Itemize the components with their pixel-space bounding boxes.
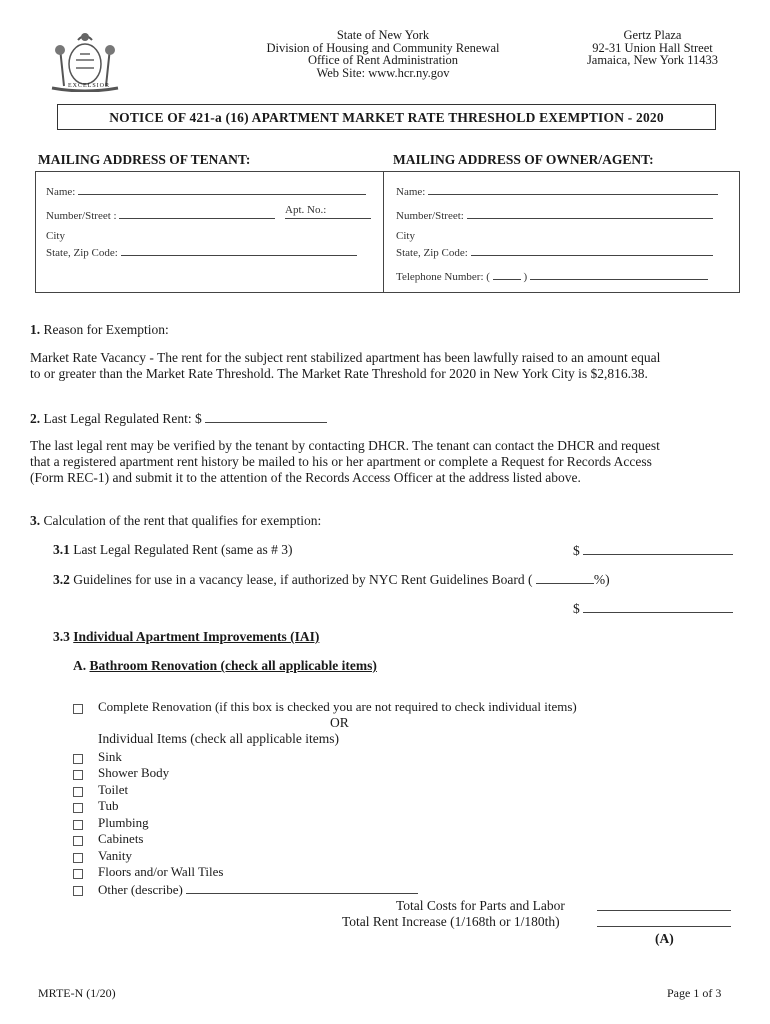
office-address: [565, 29, 740, 67]
owner-heading: MAILING ADDRESS OF OWNER/AGENT:: [393, 152, 654, 167]
phone-close-paren: ): [523, 271, 528, 283]
owner-city-label: City: [396, 230, 415, 242]
office-line: 92-31 Union Hall Street: [592, 40, 713, 55]
shower-body-checkbox[interactable]: [73, 770, 83, 780]
tenant-name-field[interactable]: [46, 182, 366, 198]
section1-line: Market Rate Vacancy - The rent for the subject rent stabilized apartment has been lawfully raised to an amount equal: [30, 350, 661, 365]
agency-line: State of New York: [336, 28, 430, 42]
item-label: Shower Body: [98, 765, 170, 780]
item-label: Tub: [98, 798, 119, 813]
item-row-sink[interactable]: [73, 749, 122, 766]
owner-statezip-line[interactable]: [471, 243, 713, 256]
phone-area-line[interactable]: [493, 267, 521, 280]
complete-renovation-checkbox[interactable]: [73, 704, 83, 714]
total-rent-label: Total Rent Increase (1/168th or 1/180th): [342, 914, 560, 929]
section3-title: Calculation of the rent that qualifies for exemption:: [43, 513, 322, 528]
item-3-2-line[interactable]: [583, 600, 733, 613]
owner-phone-field[interactable]: [396, 267, 708, 283]
part-a-heading: [73, 658, 377, 674]
phone-number-line[interactable]: [530, 267, 708, 280]
complete-renovation-label: Complete Renovation (if this box is checked you are not required to check individual items): [98, 699, 577, 714]
total-marker: (A): [655, 931, 674, 946]
item-row-other[interactable]: [73, 882, 183, 898]
form-code: MRTE-N (1/20): [38, 986, 116, 1000]
section2-line: (Form REC-1) and submit it to the attention of the Records Access Officer at the address listed above.: [30, 470, 581, 485]
owner-statezip-label: State, Zip Code:: [396, 247, 468, 259]
dollar-sign: $: [573, 543, 580, 558]
tenant-name-line[interactable]: [78, 182, 366, 195]
section3-number: 3.: [30, 513, 41, 528]
item-3-3: [53, 629, 319, 645]
toilet-checkbox[interactable]: [73, 787, 83, 797]
item-3-2-number: 3.2: [53, 572, 70, 587]
tenant-statezip-label: State, Zip Code:: [46, 247, 118, 259]
item-3-3-number: 3.3: [53, 629, 70, 644]
office-line: Jamaica, New York 11433: [586, 53, 719, 67]
total-rent-line[interactable]: [597, 914, 731, 927]
section1-text: [30, 350, 750, 382]
tenant-apt-line[interactable]: [285, 206, 371, 219]
tenant-street-field[interactable]: [46, 206, 275, 222]
individual-items-label: Individual Items (check all applicable items): [98, 731, 340, 746]
item-label: Vanity: [98, 848, 132, 863]
item-label: Other (describe): [98, 882, 183, 897]
agency-website: Web Site: www.hcr.ny.gov: [316, 65, 450, 80]
agency-line: Office of Rent Administration: [307, 53, 459, 67]
owner-street-label: Number/Street:: [396, 210, 464, 222]
item-label: Plumbing: [98, 815, 149, 830]
item-label: Toilet: [98, 782, 129, 797]
section2-line: The last legal rent may be verified by the tenant by contacting DHCR. The tenant can contact the DHCR and request: [30, 438, 660, 453]
guidelines-percent-line[interactable]: [536, 571, 594, 584]
page-number: Page 1 of 3: [667, 986, 722, 1000]
item-label: Cabinets: [98, 831, 144, 846]
item-row-tub[interactable]: [73, 798, 119, 815]
item-row-plumbing[interactable]: [73, 815, 149, 832]
section2-text: [30, 438, 760, 486]
part-a-letter: A.: [73, 658, 87, 673]
tenant-street-line[interactable]: [119, 206, 275, 219]
seal-motto: EXCELSIOR: [68, 83, 110, 89]
part-a-label: Bathroom Renovation (check all applicable items): [89, 658, 377, 673]
tenant-city-label: City: [46, 230, 65, 242]
owner-name-line[interactable]: [428, 182, 718, 195]
item-label: Sink: [98, 749, 122, 764]
section1-title: Reason for Exemption:: [43, 322, 169, 337]
tenant-name-label: Name:: [46, 186, 76, 198]
item-row-toilet[interactable]: [73, 782, 129, 799]
owner-street-line[interactable]: [467, 206, 713, 219]
tenant-statezip-field[interactable]: [46, 243, 357, 259]
form-title: NOTICE OF 421-a (16) APARTMENT MARKET RATE THRESHOLD EXEMPTION - 2020: [57, 104, 716, 130]
owner-statezip-field[interactable]: [396, 243, 713, 259]
floors-tiles-checkbox[interactable]: [73, 869, 83, 879]
tenant-heading: MAILING ADDRESS OF TENANT:: [38, 152, 251, 167]
item-3-2-label: Guidelines for use in a vacancy lease, if authorized by NYC Rent Guidelines Board (: [73, 572, 533, 587]
sink-checkbox[interactable]: [73, 754, 83, 764]
item-row-shower-body[interactable]: [73, 765, 170, 782]
section2-field[interactable]: [30, 410, 327, 427]
office-line: Gertz Plaza: [623, 28, 682, 42]
item-3-3-label: Individual Apartment Improvements (IAI): [73, 629, 320, 644]
section2-line: that a registered apartment rent history be mailed to his or her apartment or complete a Request for Records Access: [30, 454, 652, 469]
section1-heading: [30, 322, 169, 338]
section2-label: Last Legal Regulated Rent: $: [43, 411, 202, 426]
complete-renovation-row[interactable]: [73, 699, 577, 716]
item-row-floors-tiles[interactable]: [73, 864, 224, 881]
item-3-1: [53, 542, 293, 558]
vanity-checkbox[interactable]: [73, 853, 83, 863]
other-describe-line[interactable]: [186, 881, 418, 894]
item-3-1-number: 3.1: [53, 542, 70, 557]
cabinets-checkbox[interactable]: [73, 836, 83, 846]
item-row-cabinets[interactable]: [73, 831, 144, 848]
total-costs-label: Total Costs for Parts and Labor: [396, 898, 565, 913]
item-row-vanity[interactable]: [73, 848, 132, 865]
tub-checkbox[interactable]: [73, 803, 83, 813]
nys-seal: [40, 28, 130, 92]
tenant-apt-label: Apt. No.:: [285, 204, 327, 216]
owner-name-label: Name:: [396, 186, 426, 198]
section1-number: 1.: [30, 322, 41, 337]
agency-line: Division of Housing and Community Renewal: [266, 40, 500, 55]
item-3-1-label: Last Legal Regulated Rent (same as # 3): [73, 542, 293, 557]
section2-number: 2.: [30, 411, 41, 426]
tenant-statezip-line[interactable]: [121, 243, 357, 256]
dollar-sign: $: [573, 601, 580, 616]
item-3-1-amount[interactable]: [573, 542, 733, 559]
owner-phone-label: Telephone Number:: [396, 271, 484, 283]
section1-line: to or greater than the Market Rate Threshold. The Market Rate Threshold for 2020 in New York City is $2,816.38.: [30, 366, 648, 381]
other-checkbox[interactable]: [73, 886, 83, 896]
item-3-2-pct: %): [593, 572, 610, 587]
item-3-2-amount[interactable]: [573, 600, 733, 617]
last-legal-rent-line[interactable]: [205, 410, 327, 423]
owner-street-field[interactable]: [396, 206, 713, 222]
agency-block: [238, 29, 528, 79]
owner-name-field[interactable]: [396, 182, 718, 198]
item-3-2[interactable]: [53, 571, 610, 588]
address-divider: [383, 171, 384, 293]
section3-heading: [30, 513, 321, 529]
tenant-street-label: Number/Street :: [46, 210, 117, 222]
item-3-1-line[interactable]: [583, 542, 733, 555]
item-label: Floors and/or Wall Tiles: [98, 864, 224, 879]
or-label: OR: [330, 715, 349, 730]
phone-open-paren: (: [486, 271, 490, 283]
plumbing-checkbox[interactable]: [73, 820, 83, 830]
total-costs-line[interactable]: [597, 898, 731, 911]
